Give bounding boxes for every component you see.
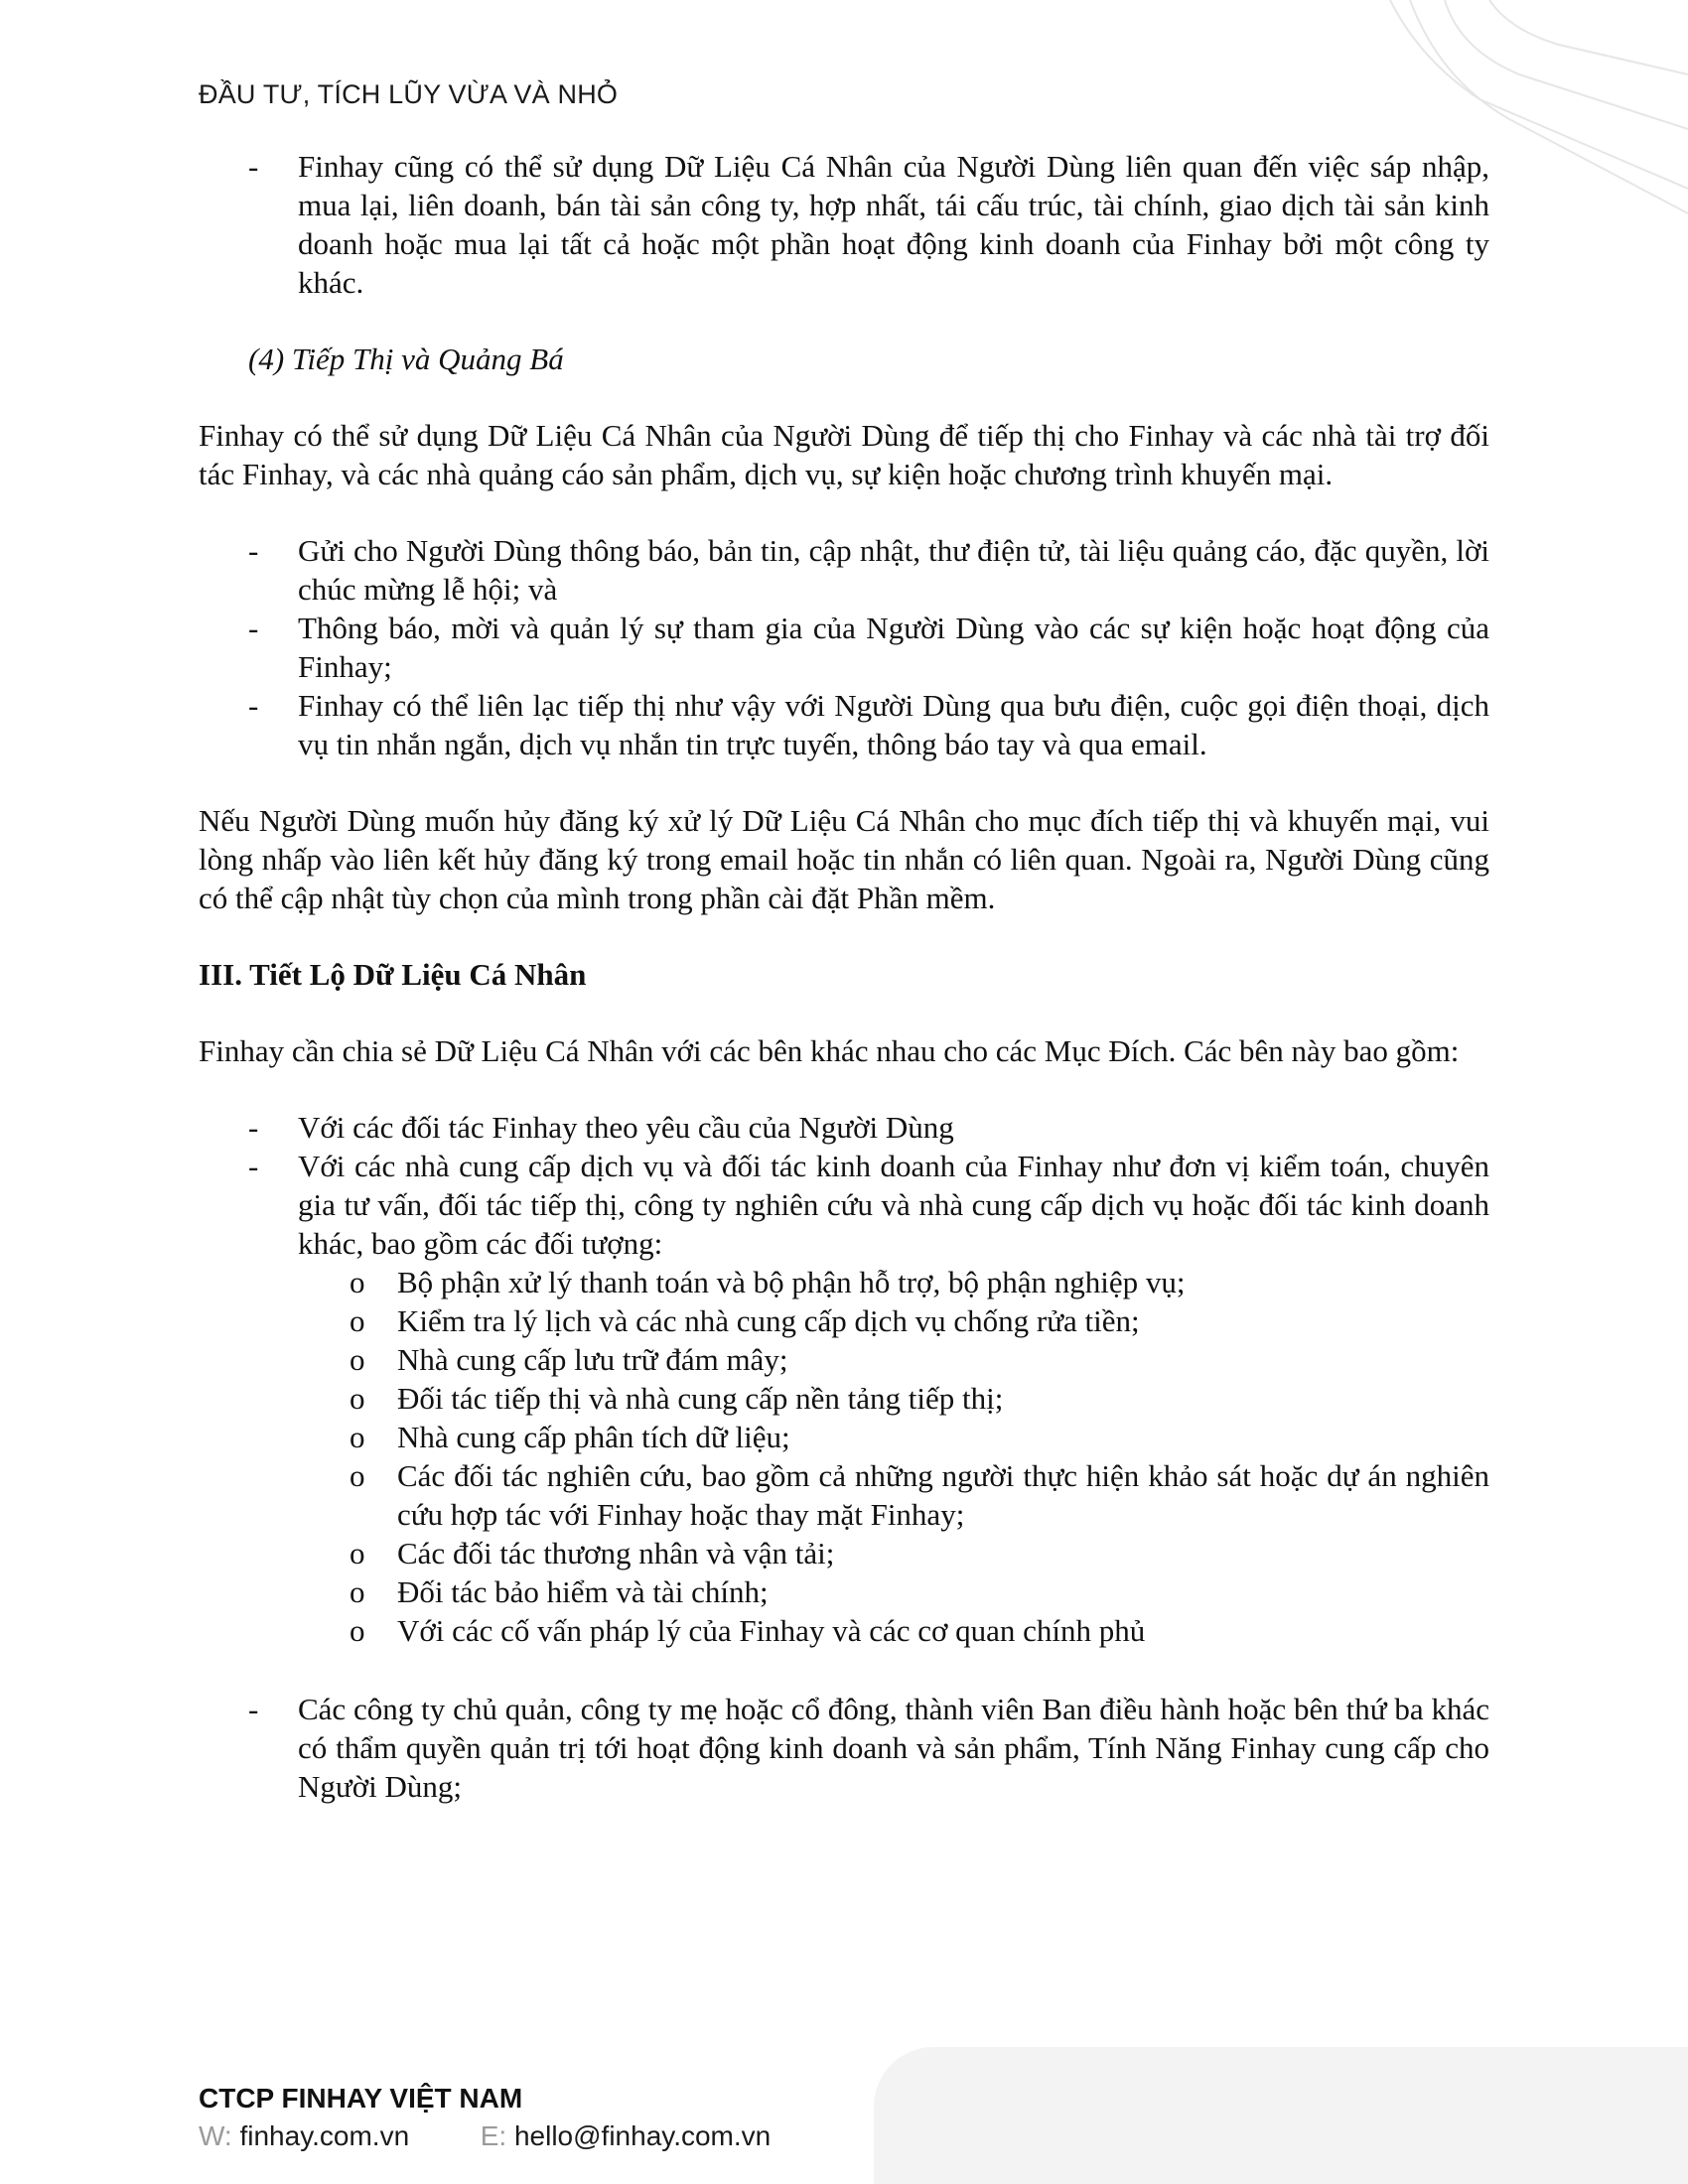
subsection-heading-marketing: (4) Tiếp Thị và Quảng Bá (248, 341, 564, 376)
sub-list-item (199, 1263, 1489, 1301)
paragraph-unsubscribe: Nếu Người Dùng muốn hủy đăng ký xử lý Dữ Liệu Cá Nhân cho mục đích tiếp thị và khuyến mại, vui lòng nhấp vào liên kết hủy đăng ký trong email hoặc tin nhắn có liên quan. Ngoài ra, Người Dùng cũng có thể cập nhật tùy chọn của mình trong phần cài đặt Phần mềm. (199, 803, 1489, 915)
footer-contact (199, 2120, 771, 2152)
list-item (199, 147, 1489, 302)
dash-bullet: - (248, 611, 259, 645)
sub-list-item (199, 1418, 1489, 1456)
circle-bullet: o (350, 1381, 365, 1416)
sub-list-item (199, 1534, 1489, 1572)
footer-background-band (874, 2047, 1688, 2184)
list-item-text: Gửi cho Người Dùng thông báo, bản tin, cập nhật, thư điện tử, tài liệu quảng cáo, đặc quyền, lời chúc mừng lễ hội; và (298, 533, 1489, 607)
circle-bullet: o (350, 1420, 365, 1454)
footer-company-name: CTCP FINHAY VIỆT NAM (199, 2083, 523, 2114)
web-label: W: (199, 2120, 232, 2151)
sub-list-item (199, 1340, 1489, 1379)
sub-list-item (199, 1301, 1489, 1340)
email-label: E: (480, 2120, 507, 2151)
circle-bullet: o (350, 1574, 365, 1609)
sub-list-item-text: Các đối tác thương nhân và vận tải; (397, 1536, 835, 1570)
page-header-title: ĐẦU TƯ, TÍCH LŨY VỪA VÀ NHỎ (199, 79, 619, 109)
circle-bullet: o (350, 1536, 365, 1570)
website-link[interactable]: finhay.com.vn (239, 2120, 410, 2151)
circle-bullet: o (350, 1265, 365, 1299)
circle-bullet: o (350, 1458, 365, 1493)
list-item-text: Thông báo, mời và quản lý sự tham gia của Người Dùng vào các sự kiện hoặc hoạt động của Finhay; (298, 611, 1489, 684)
dash-bullet: - (248, 149, 259, 184)
dash-bullet: - (248, 1149, 259, 1183)
sub-list-item-text: Nhà cung cấp phân tích dữ liệu; (397, 1420, 790, 1454)
sub-list-item-text: Nhà cung cấp lưu trữ đám mây; (397, 1342, 788, 1377)
list-item (199, 531, 1489, 609)
list-item-text: Finhay cũng có thể sử dụng Dữ Liệu Cá Nhân của Người Dùng liên quan đến việc sáp nhập, mua lại, liên doanh, bán tài sản công ty, hợp nhất, tái cấu trúc, tài chính, giao dịch tài sản kinh doanh hoặc mua lại tất cả hoặc một phần hoạt động kinh doanh của Finhay bởi một công ty khác. (298, 149, 1489, 300)
list-item (199, 609, 1489, 686)
paragraph-marketing-intro: Finhay có thể sử dụng Dữ Liệu Cá Nhân của Người Dùng để tiếp thị cho Finhay và các nhà tài trợ đối tác Finhay, và các nhà quảng cáo sản phẩm, dịch vụ, sự kiện hoặc chương trình khuyến mại. (199, 418, 1489, 491)
list-item-text: Với các đối tác Finhay theo yêu cầu của Người Dùng (298, 1110, 954, 1145)
list-item-text: Finhay có thể liên lạc tiếp thị như vậy với Người Dùng qua bưu điện, cuộc gọi điện thoại, dịch vụ tin nhắn ngắn, dịch vụ nhắn tin trực tuyến, thông báo tay và qua email. (298, 688, 1489, 761)
dash-bullet: - (248, 688, 259, 723)
sub-list-item-text: Đối tác tiếp thị và nhà cung cấp nền tảng tiếp thị; (397, 1381, 1004, 1416)
sub-list-item-text: Kiểm tra lý lịch và các nhà cung cấp dịch vụ chống rửa tiền; (397, 1303, 1140, 1338)
sub-list-item-text: Đối tác bảo hiểm và tài chính; (397, 1574, 769, 1609)
sub-list-item-text: Bộ phận xử lý thanh toán và bộ phận hỗ trợ, bộ phận nghiệp vụ; (397, 1265, 1186, 1299)
email-link[interactable]: hello@finhay.com.vn (513, 2120, 772, 2151)
circle-bullet: o (350, 1303, 365, 1338)
circle-bullet: o (350, 1342, 365, 1377)
sub-list-item-text: Với các cố vấn pháp lý của Finhay và các cơ quan chính phủ (397, 1613, 1146, 1648)
dash-bullet: - (248, 1110, 259, 1145)
list-item (199, 1108, 1489, 1147)
sub-list-item-text: Các đối tác nghiên cứu, bao gồm cả những người thực hiện khảo sát hoặc dự án nghiên cứu hợp tác với Finhay hoặc thay mặt Finhay; (397, 1458, 1489, 1532)
list-item (199, 1147, 1489, 1263)
dash-bullet: - (248, 1692, 259, 1726)
sub-list-item (199, 1456, 1489, 1534)
sub-list-item (199, 1379, 1489, 1418)
circle-bullet: o (350, 1613, 365, 1648)
dash-bullet: - (248, 533, 259, 568)
document-body (199, 147, 1489, 1806)
page-footer (199, 2083, 771, 2152)
sub-list-item (199, 1611, 1489, 1650)
list-item (199, 1690, 1489, 1806)
section-heading-disclosure: III. Tiết Lộ Dữ Liệu Cá Nhân (199, 957, 587, 992)
list-item-text: Các công ty chủ quản, công ty mẹ hoặc cổ đông, thành viên Ban điều hành hoặc bên thứ ba khác có thẩm quyền quản trị tới hoạt động kinh doanh và sản phẩm, Tính Năng Finhay cung cấp cho Người Dùng; (298, 1692, 1489, 1804)
paragraph-disclosure-intro: Finhay cần chia sẻ Dữ Liệu Cá Nhân với các bên khác nhau cho các Mục Đích. Các bên này bao gồm: (199, 1033, 1460, 1068)
sub-list-item (199, 1572, 1489, 1611)
list-item (199, 686, 1489, 763)
list-item-text: Với các nhà cung cấp dịch vụ và đối tác kinh doanh của Finhay như đơn vị kiểm toán, chuyên gia tư vấn, đối tác tiếp thị, công ty nghiên cứu và nhà cung cấp dịch vụ hoặc đối tác kinh doanh khác, bao gồm các đối tượng: (298, 1149, 1489, 1261)
